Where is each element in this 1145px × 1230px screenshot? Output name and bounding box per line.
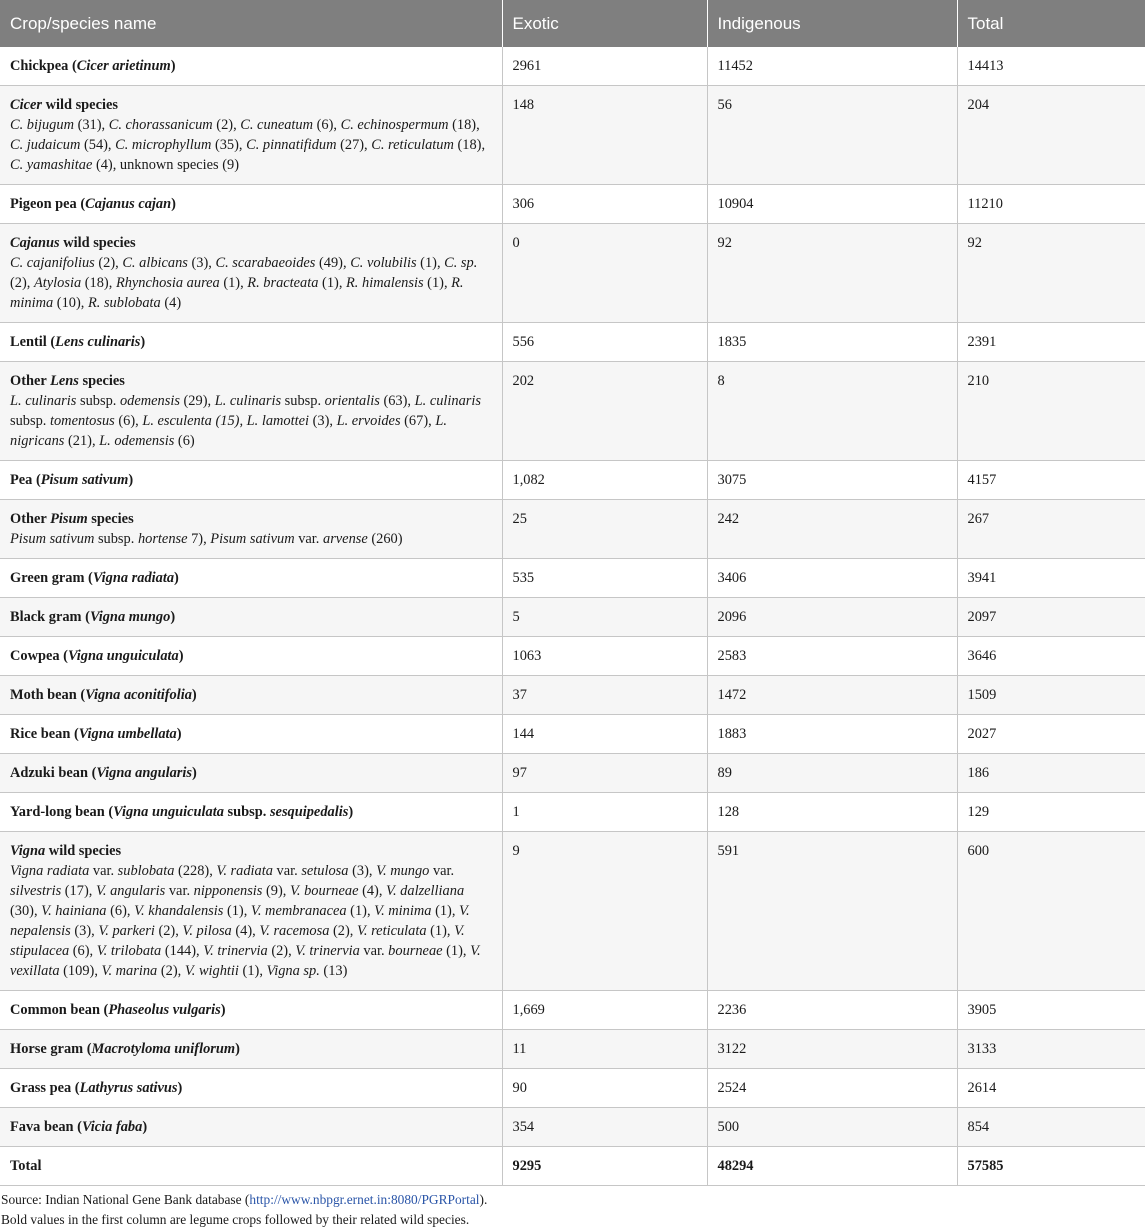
table-row <box>0 47 1145 86</box>
indigenous-cell: 2583 <box>707 637 957 676</box>
crop-name-cell <box>0 598 502 637</box>
table-row <box>0 559 1145 598</box>
total-cell: 3133 <box>957 1030 1145 1069</box>
total-cell: 14413 <box>957 47 1145 86</box>
species-detail: Pisum sativum subsp. hortense 7), Pisum sativum var. arvense (260) <box>10 531 403 547</box>
header-indigenous: Indigenous <box>707 0 957 47</box>
exotic-cell: 1063 <box>502 637 707 676</box>
indigenous-cell: 242 <box>707 500 957 559</box>
table-row <box>0 1030 1145 1069</box>
indigenous-cell: 56 <box>707 86 957 185</box>
indigenous-cell: 3122 <box>707 1030 957 1069</box>
exotic-cell: 5 <box>502 598 707 637</box>
crop-name-cell <box>0 362 502 461</box>
table-row <box>0 500 1145 559</box>
crop-name: Pigeon pea (Cajanus cajan) <box>10 196 176 212</box>
total-exotic-cell: 9295 <box>502 1147 707 1186</box>
source-note <box>1 1190 1141 1210</box>
indigenous-cell: 500 <box>707 1108 957 1147</box>
crop-name: Cicer wild species <box>10 97 118 113</box>
exotic-cell: 11 <box>502 1030 707 1069</box>
total-cell: 3905 <box>957 991 1145 1030</box>
indigenous-cell: 1883 <box>707 715 957 754</box>
crop-name: Cowpea (Vigna unguiculata) <box>10 648 184 664</box>
crop-name-cell <box>0 1030 502 1069</box>
total-cell: 600 <box>957 832 1145 991</box>
species-detail: Vigna radiata var. sublobata (228), V. radiata var. setulosa (3), V. mungo var. silvestris (17), V. angularis var. nipponensis (9), V. bourneae (4), V. dalzelliana (30), V. hainiana (6), V. khandalensis (1), V. membranacea (1), V. minima (1), V. nepalensis (3), V. parkeri (2), V. pilosa (4), V. racemosa (2), V. reticulata (1), V. stipulacea (6), V. trilobata (144), V. trinervia (2), V. trinervia var. bourneae (1), V. vexillata (109), V. marina (2), V. wightii (1), Vigna sp. (13) <box>10 863 481 979</box>
total-cell: 3941 <box>957 559 1145 598</box>
indigenous-cell: 2236 <box>707 991 957 1030</box>
crop-name-cell <box>0 1108 502 1147</box>
crop-name: Lentil (Lens culinaris) <box>10 334 146 350</box>
table-row <box>0 461 1145 500</box>
total-cell: 11210 <box>957 185 1145 224</box>
exotic-cell: 25 <box>502 500 707 559</box>
indigenous-cell: 3406 <box>707 559 957 598</box>
crop-name: Green gram (Vigna radiata) <box>10 570 179 586</box>
total-cell: 210 <box>957 362 1145 461</box>
total-cell: 267 <box>957 500 1145 559</box>
crop-name: Horse gram (Macrotyloma uniflorum) <box>10 1041 240 1057</box>
table-row <box>0 637 1145 676</box>
total-cell: 2614 <box>957 1069 1145 1108</box>
footnotes <box>0 1186 1145 1230</box>
indigenous-cell: 1835 <box>707 323 957 362</box>
indigenous-cell: 8 <box>707 362 957 461</box>
bold-note: Bold values in the first column are legume crops followed by their related wild species. <box>1 1212 470 1227</box>
crop-name-cell <box>0 47 502 86</box>
table-row <box>0 793 1145 832</box>
crop-name: Pea (Pisum sativum) <box>10 472 134 488</box>
total-cell: 2097 <box>957 598 1145 637</box>
exotic-cell: 535 <box>502 559 707 598</box>
total-cell: 1509 <box>957 676 1145 715</box>
exotic-cell: 2961 <box>502 47 707 86</box>
exotic-cell: 9 <box>502 832 707 991</box>
table-row <box>0 598 1145 637</box>
crop-name: Grass pea (Lathyrus sativus) <box>10 1080 183 1096</box>
crop-name-cell <box>0 793 502 832</box>
crop-name: Vigna wild species <box>10 843 122 859</box>
crop-name-cell <box>0 559 502 598</box>
total-label-cell: Total <box>0 1147 502 1186</box>
species-detail: L. culinaris subsp. odemensis (29), L. culinaris subsp. orientalis (63), L. culinaris subsp. tomentosus (6), L. esculenta (15), L. lamottei (3), L. ervoides (67), L. nigricans (21), L. odemensis (6) <box>10 393 481 449</box>
table-row <box>0 676 1145 715</box>
header-crop-name: Crop/species name <box>0 0 502 47</box>
header-row <box>0 0 1145 47</box>
total-cell: 204 <box>957 86 1145 185</box>
total-cell: 92 <box>957 224 1145 323</box>
crop-name-cell <box>0 832 502 991</box>
total-cell: 129 <box>957 793 1145 832</box>
total-indigenous-cell: 48294 <box>707 1147 957 1186</box>
indigenous-cell: 11452 <box>707 47 957 86</box>
indigenous-cell: 591 <box>707 832 957 991</box>
total-row <box>0 1147 1145 1186</box>
crop-name-cell <box>0 676 502 715</box>
crop-name-cell <box>0 185 502 224</box>
crop-name: Other Lens species <box>10 373 125 389</box>
indigenous-cell: 92 <box>707 224 957 323</box>
total-cell: 854 <box>957 1108 1145 1147</box>
table-row <box>0 1108 1145 1147</box>
table-row <box>0 715 1145 754</box>
header-exotic: Exotic <box>502 0 707 47</box>
exotic-cell: 1 <box>502 793 707 832</box>
indigenous-cell: 1472 <box>707 676 957 715</box>
crop-name: Yard-long bean (Vigna unguiculata subsp. sesquipedalis) <box>10 804 354 820</box>
table-row <box>0 832 1145 991</box>
crop-name-cell <box>0 323 502 362</box>
indigenous-cell: 2524 <box>707 1069 957 1108</box>
crop-name: Black gram (Vigna mungo) <box>10 609 176 625</box>
crop-name-cell <box>0 991 502 1030</box>
table-row <box>0 991 1145 1030</box>
species-detail: C. cajanifolius (2), C. albicans (3), C. scarabaeoides (49), C. volubilis (1), C. sp. (2), Atylosia (18), Rhynchosia aurea (1), R. bracteata (1), R. himalensis (1), R. minima (10), R. sublobata (4) <box>10 255 478 311</box>
species-detail: C. bijugum (31), C. chorassanicum (2), C. cuneatum (6), C. echinospermum (18), C. judaicum (54), C. microphyllum (35), C. pinnatifidum (27), C. reticulatum (18), C. yamashitae (4), unknown species (9) <box>10 117 486 173</box>
table-row <box>0 323 1145 362</box>
table-body <box>0 47 1145 1186</box>
crop-name-cell <box>0 461 502 500</box>
total-cell: 3646 <box>957 637 1145 676</box>
crop-name: Common bean (Phaseolus vulgaris) <box>10 1002 226 1018</box>
exotic-cell: 97 <box>502 754 707 793</box>
exotic-cell: 354 <box>502 1108 707 1147</box>
crop-name-cell <box>0 500 502 559</box>
exotic-cell: 90 <box>502 1069 707 1108</box>
crop-name-cell <box>0 715 502 754</box>
crop-name-cell <box>0 1069 502 1108</box>
header-total: Total <box>957 0 1145 47</box>
indigenous-cell: 10904 <box>707 185 957 224</box>
total-cell: 2391 <box>957 323 1145 362</box>
exotic-cell: 1,082 <box>502 461 707 500</box>
exotic-cell: 148 <box>502 86 707 185</box>
exotic-cell: 0 <box>502 224 707 323</box>
total-cell: 2027 <box>957 715 1145 754</box>
crop-name: Cajanus wild species <box>10 235 136 251</box>
exotic-cell: 202 <box>502 362 707 461</box>
table-row <box>0 754 1145 793</box>
source-suffix: ). <box>479 1192 488 1207</box>
grand-total-cell: 57585 <box>957 1147 1145 1186</box>
exotic-cell: 37 <box>502 676 707 715</box>
total-cell: 4157 <box>957 461 1145 500</box>
indigenous-cell: 3075 <box>707 461 957 500</box>
indigenous-cell: 128 <box>707 793 957 832</box>
exotic-cell: 556 <box>502 323 707 362</box>
crop-name-cell <box>0 754 502 793</box>
indigenous-cell: 2096 <box>707 598 957 637</box>
crop-name: Adzuki bean (Vigna angularis) <box>10 765 197 781</box>
crop-name-cell <box>0 224 502 323</box>
crop-name: Other Pisum species <box>10 511 134 527</box>
indigenous-cell: 89 <box>707 754 957 793</box>
table-row <box>0 1069 1145 1108</box>
source-link[interactable]: http://www.nbpgr.ernet.in:8080/PGRPortal <box>249 1192 480 1207</box>
crop-name-cell <box>0 86 502 185</box>
table-row <box>0 86 1145 185</box>
crop-name: Chickpea (Cicer arietinum) <box>10 58 176 74</box>
table-row <box>0 185 1145 224</box>
total-cell: 186 <box>957 754 1145 793</box>
table-row <box>0 362 1145 461</box>
crop-name: Rice bean (Vigna umbellata) <box>10 726 182 742</box>
exotic-cell: 306 <box>502 185 707 224</box>
crop-name-cell <box>0 637 502 676</box>
exotic-cell: 1,669 <box>502 991 707 1030</box>
table-row <box>0 224 1145 323</box>
crop-name: Fava bean (Vicia faba) <box>10 1119 148 1135</box>
exotic-cell: 144 <box>502 715 707 754</box>
crop-name: Moth bean (Vigna aconitifolia) <box>10 687 197 703</box>
source-prefix: Source: Indian National Gene Bank database ( <box>1 1192 250 1207</box>
